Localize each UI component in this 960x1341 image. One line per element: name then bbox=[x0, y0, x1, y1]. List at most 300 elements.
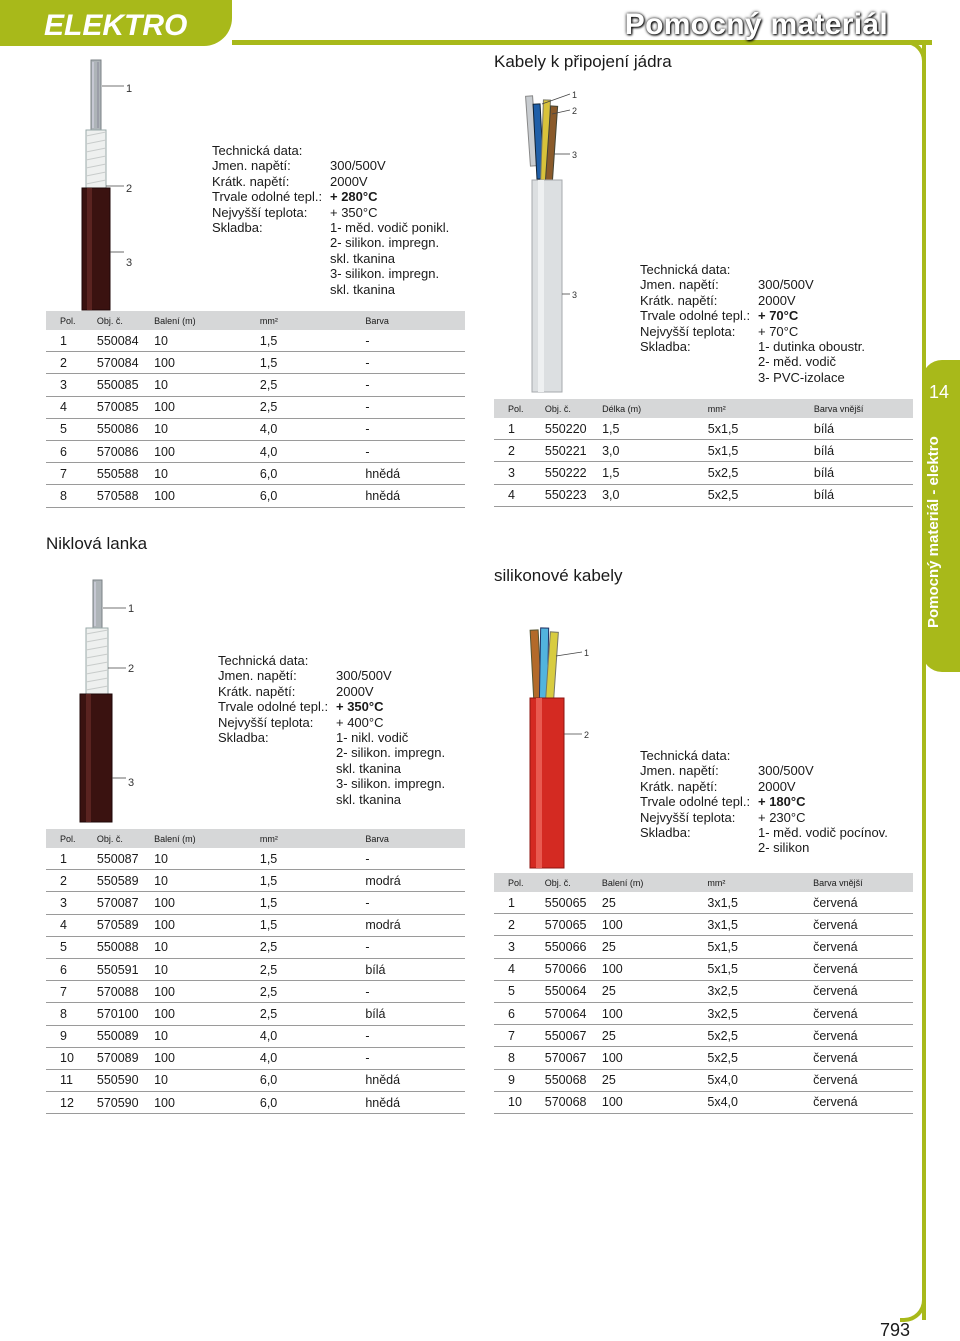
tech-data-label: Nejvyšší teplota: bbox=[212, 204, 308, 220]
tech-data-value: + 350°C bbox=[330, 204, 378, 220]
table-cell: 10 bbox=[154, 958, 260, 980]
table-row bbox=[494, 980, 913, 1002]
tech-data-row bbox=[212, 266, 449, 281]
tech-data-value: + 230°C bbox=[758, 809, 806, 825]
tech-data-row bbox=[212, 189, 449, 204]
tech-data-row bbox=[640, 840, 888, 855]
table-cell: 570088 bbox=[97, 981, 154, 1003]
tech-data-title: Technická data: bbox=[212, 143, 303, 158]
table-cell: 570068 bbox=[545, 1091, 602, 1113]
table-row bbox=[494, 1002, 913, 1024]
table-row bbox=[494, 1091, 913, 1113]
tech-data-right-top bbox=[640, 262, 865, 385]
table-cell: 5x1,5 bbox=[707, 936, 813, 958]
table-cell: bílá bbox=[814, 462, 913, 484]
table-cell: 3x2,5 bbox=[707, 1002, 813, 1024]
table-cell: - bbox=[365, 936, 465, 958]
tech-data-label: Trvale odolné tepl.: bbox=[640, 794, 751, 810]
table-cell: 3,0 bbox=[602, 440, 708, 462]
table-cell: - bbox=[365, 352, 465, 374]
tech-data-row bbox=[218, 776, 445, 791]
table-cell: 6 bbox=[46, 440, 97, 462]
tech-data-label bbox=[640, 840, 758, 855]
table-cell: 2 bbox=[46, 870, 97, 892]
tech-data-value: 2- silikon bbox=[758, 840, 810, 856]
column-header: Pol. bbox=[494, 399, 545, 418]
table-cell: 3x2,5 bbox=[707, 980, 813, 1002]
table-cell: - bbox=[365, 330, 465, 352]
table-cell: 6,0 bbox=[260, 1069, 365, 1091]
table-cell: 550591 bbox=[97, 958, 154, 980]
table-cell: 100 bbox=[154, 892, 260, 914]
column-header: Obj. č. bbox=[97, 829, 154, 848]
tech-data-left-top bbox=[212, 143, 449, 297]
table-cell: 5 bbox=[494, 980, 545, 1002]
tech-data-row bbox=[218, 761, 445, 776]
table-cell: 550220 bbox=[545, 418, 602, 440]
table-cell: 100 bbox=[154, 1003, 260, 1025]
table-cell: 9 bbox=[46, 1025, 97, 1047]
table-row bbox=[46, 1025, 465, 1047]
tech-data-row bbox=[218, 699, 445, 714]
table-cell: 25 bbox=[602, 892, 707, 914]
spec-table-right-top bbox=[494, 399, 913, 507]
table-row bbox=[494, 892, 913, 914]
table-cell: modrá bbox=[365, 914, 465, 936]
table-cell: 100 bbox=[602, 914, 707, 936]
tech-data-row bbox=[218, 684, 445, 699]
table-cell: - bbox=[365, 981, 465, 1003]
tech-data-row bbox=[212, 220, 449, 235]
tech-data-value: 3- silikon. impregn. bbox=[330, 266, 440, 282]
table-cell: 10 bbox=[154, 1025, 260, 1047]
table-row bbox=[46, 463, 465, 485]
table-cell: 1,5 bbox=[260, 330, 365, 352]
table-cell: 2,5 bbox=[260, 958, 365, 980]
table-cell: 550084 bbox=[97, 330, 154, 352]
table-cell: 10 bbox=[154, 330, 260, 352]
section-title-core-cables: Kabely k připojení jádra bbox=[494, 52, 672, 71]
table-cell: 6 bbox=[494, 1002, 545, 1024]
table-cell: 10 bbox=[46, 1047, 97, 1069]
tech-data-label bbox=[640, 370, 758, 385]
tech-data-value: 2000V bbox=[330, 173, 368, 189]
tech-data-row bbox=[218, 668, 445, 683]
callout-2: 2 bbox=[126, 183, 133, 195]
table-cell: 5x1,5 bbox=[707, 958, 813, 980]
tech-data-value: skl. tkanina bbox=[336, 791, 402, 807]
callout-2: 2 bbox=[572, 106, 578, 116]
tech-data-label bbox=[212, 282, 330, 297]
table-cell: 5x4,0 bbox=[707, 1091, 813, 1113]
table-cell: 2,5 bbox=[260, 374, 365, 396]
tech-data-value: 1- dutinka oboustr. bbox=[758, 339, 865, 355]
table-cell: 10 bbox=[154, 463, 260, 485]
table-cell: - bbox=[365, 848, 465, 870]
tech-data-row bbox=[212, 235, 449, 250]
table-cell: - bbox=[365, 1025, 465, 1047]
cable-image-pvc bbox=[520, 86, 600, 398]
chapter-title-vertical: Pomocný materiál - elektro bbox=[925, 436, 942, 628]
tech-data-row bbox=[212, 282, 449, 297]
tech-data-label: Krátk. napětí: bbox=[218, 683, 296, 699]
tech-data-value: + 70°C bbox=[758, 308, 799, 324]
tech-data-row bbox=[640, 810, 888, 825]
tech-data-label: Trvale odolné tepl.: bbox=[218, 699, 329, 715]
table-row bbox=[46, 958, 465, 980]
table-row bbox=[494, 936, 913, 958]
table-cell: 3 bbox=[46, 374, 97, 396]
table-cell: 6,0 bbox=[260, 485, 365, 507]
column-header: mm² bbox=[260, 829, 365, 848]
table-cell: 4,0 bbox=[260, 1047, 365, 1069]
section-title-silicone-cables: silikonové kabely bbox=[494, 566, 623, 585]
table-cell: - bbox=[365, 892, 465, 914]
table-cell: 570084 bbox=[97, 352, 154, 374]
table-cell: červená bbox=[813, 1091, 913, 1113]
table-cell: 25 bbox=[602, 936, 707, 958]
table-row bbox=[494, 440, 913, 462]
table-cell: 550221 bbox=[545, 440, 602, 462]
tech-data-label: Jmen. napětí: bbox=[640, 277, 719, 293]
tech-data-row bbox=[212, 174, 449, 189]
tech-data-value: 300/500V bbox=[758, 277, 814, 293]
table-row bbox=[46, 485, 465, 507]
table-cell: 2 bbox=[494, 440, 545, 462]
table-cell: - bbox=[365, 440, 465, 462]
table-cell: 3,0 bbox=[602, 484, 708, 506]
tech-data-value: + 280°C bbox=[330, 189, 378, 205]
table-cell: - bbox=[365, 1047, 465, 1069]
table-cell: bílá bbox=[365, 958, 465, 980]
tech-data-label bbox=[212, 251, 330, 266]
tech-data-value: 300/500V bbox=[336, 668, 392, 684]
tech-data-label: Nejvyšší teplota: bbox=[218, 714, 314, 730]
tech-data-value: + 400°C bbox=[336, 714, 384, 730]
page-number: 793 bbox=[880, 1320, 911, 1340]
tech-data-title: Technická data: bbox=[218, 653, 309, 668]
table-cell: 550086 bbox=[97, 418, 154, 440]
spec-table-left-top bbox=[46, 311, 465, 508]
table-cell: 3x1,5 bbox=[707, 892, 813, 914]
table-row bbox=[46, 418, 465, 440]
frame-right-border bbox=[922, 40, 926, 1320]
tech-data-value: skl. tkanina bbox=[330, 250, 396, 266]
table-cell: červená bbox=[813, 936, 913, 958]
table-cell: 10 bbox=[494, 1091, 545, 1113]
tech-data-value: 2000V bbox=[758, 292, 796, 308]
tech-data-label: Krátk. napětí: bbox=[640, 778, 718, 794]
tech-data-value: 2000V bbox=[758, 778, 796, 794]
table-cell: 10 bbox=[154, 870, 260, 892]
table-cell: 550066 bbox=[545, 936, 602, 958]
callout-3: 3 bbox=[128, 777, 135, 789]
tech-data-label: Jmen. napětí: bbox=[212, 158, 291, 174]
table-row bbox=[494, 484, 913, 506]
tech-data-value: skl. tkanina bbox=[330, 281, 396, 297]
tech-data-label bbox=[640, 354, 758, 369]
table-cell: červená bbox=[813, 1002, 913, 1024]
column-header: Balení (m) bbox=[154, 829, 260, 848]
table-cell: 3 bbox=[46, 892, 97, 914]
tech-data-label: Nejvyšší teplota: bbox=[640, 323, 736, 339]
table-cell: 570100 bbox=[97, 1003, 154, 1025]
tech-data-value: 2000V bbox=[336, 683, 374, 699]
table-cell: bílá bbox=[365, 1003, 465, 1025]
spec-table-right-bottom bbox=[494, 873, 913, 1114]
section-title-nickel: Niklová lanka bbox=[46, 534, 148, 553]
tech-data-row bbox=[212, 251, 449, 266]
table-cell: 6,0 bbox=[260, 463, 365, 485]
tech-data-value: 2- silikon. impregn. bbox=[336, 745, 446, 761]
table-cell: 570085 bbox=[97, 396, 154, 418]
table-row bbox=[494, 1025, 913, 1047]
table-cell: hnědá bbox=[365, 1069, 465, 1091]
tech-data-row bbox=[218, 745, 445, 760]
tech-data-label: Skladba: bbox=[640, 825, 691, 841]
table-cell: červená bbox=[813, 980, 913, 1002]
tech-data-label bbox=[218, 792, 336, 807]
column-header: Délka (m) bbox=[602, 399, 708, 418]
table-cell: 12 bbox=[46, 1092, 97, 1114]
table-cell: červená bbox=[813, 892, 913, 914]
callout-2: 2 bbox=[128, 663, 135, 675]
table-cell: 100 bbox=[154, 396, 260, 418]
tech-data-label bbox=[212, 266, 330, 281]
spec-table-left-bottom bbox=[46, 829, 465, 1114]
tech-data-value: 2- silikon. impregn. bbox=[330, 235, 440, 251]
table-cell: - bbox=[365, 374, 465, 396]
tech-data-left-bottom bbox=[218, 653, 445, 807]
table-cell: 570064 bbox=[545, 1002, 602, 1024]
table-cell: bílá bbox=[814, 440, 913, 462]
tech-data-label: Jmen. napětí: bbox=[640, 763, 719, 779]
table-cell: 550589 bbox=[97, 870, 154, 892]
table-cell: 100 bbox=[154, 1047, 260, 1069]
table-cell: 570086 bbox=[97, 440, 154, 462]
table-cell: bílá bbox=[814, 418, 913, 440]
table-cell: 9 bbox=[494, 1069, 545, 1091]
table-cell: 100 bbox=[602, 958, 707, 980]
tech-data-label: Krátk. napětí: bbox=[640, 292, 718, 308]
tech-data-value: + 70°C bbox=[758, 323, 799, 339]
table-cell: 100 bbox=[602, 1091, 707, 1113]
table-cell: 550223 bbox=[545, 484, 602, 506]
table-row bbox=[46, 914, 465, 936]
tech-data-row bbox=[212, 158, 449, 173]
table-cell: 570066 bbox=[545, 958, 602, 980]
tech-data-value: 2- měd. vodič bbox=[758, 354, 837, 370]
table-row bbox=[46, 981, 465, 1003]
tech-data-row bbox=[640, 779, 888, 794]
callout-2: 2 bbox=[584, 730, 590, 740]
table-cell: 1,5 bbox=[602, 418, 708, 440]
tech-data-row bbox=[640, 293, 865, 308]
tech-data-label bbox=[218, 761, 336, 776]
table-cell: červená bbox=[813, 1047, 913, 1069]
table-cell: 11 bbox=[46, 1069, 97, 1091]
table-row bbox=[46, 848, 465, 870]
tech-data-row bbox=[212, 205, 449, 220]
table-cell: 4 bbox=[494, 484, 545, 506]
tech-data-row bbox=[640, 370, 865, 385]
table-row bbox=[494, 1047, 913, 1069]
table-cell: 570588 bbox=[97, 485, 154, 507]
table-cell: 1,5 bbox=[260, 848, 365, 870]
column-header: mm² bbox=[708, 399, 814, 418]
callout-1: 1 bbox=[584, 648, 590, 658]
table-cell: 2,5 bbox=[260, 936, 365, 958]
table-row bbox=[46, 1003, 465, 1025]
table-cell: 8 bbox=[46, 1003, 97, 1025]
table-cell: 4,0 bbox=[260, 440, 365, 462]
callout-3b: 3 bbox=[572, 290, 578, 300]
tech-data-row bbox=[640, 794, 888, 809]
table-cell: 2,5 bbox=[260, 1003, 365, 1025]
table-cell: 10 bbox=[154, 848, 260, 870]
table-row bbox=[46, 330, 465, 352]
table-row bbox=[46, 396, 465, 418]
table-cell: hnědá bbox=[365, 463, 465, 485]
table-row bbox=[46, 1069, 465, 1091]
table-row bbox=[46, 352, 465, 374]
table-cell: 1 bbox=[46, 848, 97, 870]
tech-data-row bbox=[218, 715, 445, 730]
column-header: Barva bbox=[365, 311, 465, 330]
tech-data-label: Jmen. napětí: bbox=[218, 668, 297, 684]
table-cell: 10 bbox=[154, 418, 260, 440]
table-cell: 1,5 bbox=[602, 462, 708, 484]
table-cell: 1 bbox=[494, 418, 545, 440]
table-row bbox=[494, 462, 913, 484]
tech-data-label: Skladba: bbox=[640, 339, 691, 355]
tech-data-label: Trvale odolné tepl.: bbox=[640, 308, 751, 324]
table-cell: hnědá bbox=[365, 1092, 465, 1114]
table-cell: 4,0 bbox=[260, 418, 365, 440]
column-header: mm² bbox=[707, 873, 813, 892]
table-cell: 100 bbox=[154, 485, 260, 507]
table-row bbox=[46, 936, 465, 958]
tech-data-value: 3- silikon. impregn. bbox=[336, 776, 446, 792]
tech-data-value: skl. tkanina bbox=[336, 760, 402, 776]
table-cell: 570067 bbox=[545, 1047, 602, 1069]
tech-data-value: 3- PVC-izolace bbox=[758, 369, 845, 385]
callout-1: 1 bbox=[572, 90, 578, 100]
table-cell: 10 bbox=[154, 936, 260, 958]
tech-data-row bbox=[640, 308, 865, 323]
callout-1: 1 bbox=[128, 603, 135, 615]
table-cell: 570589 bbox=[97, 914, 154, 936]
tech-data-value: 1- nikl. vodič bbox=[336, 730, 409, 746]
table-cell: 1,5 bbox=[260, 352, 365, 374]
cable-image-nickel bbox=[60, 572, 145, 824]
table-cell: 25 bbox=[602, 1025, 707, 1047]
column-header: Balení (m) bbox=[602, 873, 707, 892]
table-cell: 3x1,5 bbox=[707, 914, 813, 936]
tech-data-label: Skladba: bbox=[218, 730, 269, 746]
tech-data-right-bottom bbox=[640, 748, 888, 856]
tech-data-value: + 180°C bbox=[758, 794, 806, 810]
table-cell: 2 bbox=[494, 914, 545, 936]
tech-data-title: Technická data: bbox=[640, 262, 731, 277]
tech-data-label bbox=[218, 776, 336, 791]
table-cell: 5x2,5 bbox=[708, 484, 814, 506]
table-row bbox=[46, 1047, 465, 1069]
table-cell: 6 bbox=[46, 958, 97, 980]
table-row bbox=[46, 374, 465, 396]
tech-data-row bbox=[218, 792, 445, 807]
table-cell: 1,5 bbox=[260, 870, 365, 892]
table-cell: 4 bbox=[46, 396, 97, 418]
table-cell: 550065 bbox=[545, 892, 602, 914]
table-cell: 7 bbox=[46, 463, 97, 485]
table-cell: 550087 bbox=[97, 848, 154, 870]
tech-data-label bbox=[218, 745, 336, 760]
table-cell: 100 bbox=[154, 914, 260, 936]
table-cell: 5x2,5 bbox=[707, 1047, 813, 1069]
tech-data-value: 300/500V bbox=[758, 763, 814, 779]
tech-data-row bbox=[218, 730, 445, 745]
table-cell: 550089 bbox=[97, 1025, 154, 1047]
tech-data-label: Krátk. napětí: bbox=[212, 173, 290, 189]
table-cell: modrá bbox=[365, 870, 465, 892]
table-cell: 5x1,5 bbox=[708, 440, 814, 462]
tech-data-row bbox=[640, 339, 865, 354]
table-cell: 25 bbox=[602, 980, 707, 1002]
table-cell: 6,0 bbox=[260, 1092, 365, 1114]
table-cell: 550068 bbox=[545, 1069, 602, 1091]
table-cell: 550222 bbox=[545, 462, 602, 484]
table-cell: 550590 bbox=[97, 1069, 154, 1091]
table-cell: 4 bbox=[494, 958, 545, 980]
tech-data-value: 1- měd. vodič pocínov. bbox=[758, 825, 888, 841]
table-cell: 550088 bbox=[97, 936, 154, 958]
table-cell: 550064 bbox=[545, 980, 602, 1002]
table-cell: 2 bbox=[46, 352, 97, 374]
column-header: Barva vnější bbox=[813, 873, 913, 892]
table-cell: 5x1,5 bbox=[708, 418, 814, 440]
table-cell: 3 bbox=[494, 462, 545, 484]
table-cell: 5x2,5 bbox=[707, 1025, 813, 1047]
table-cell: 1,5 bbox=[260, 892, 365, 914]
column-header: Balení (m) bbox=[154, 311, 260, 330]
table-cell: 2,5 bbox=[260, 396, 365, 418]
table-row bbox=[46, 440, 465, 462]
chapter-number: 14 bbox=[929, 382, 950, 402]
tech-data-title: Technická data: bbox=[640, 748, 731, 763]
table-cell: 100 bbox=[154, 352, 260, 374]
table-row bbox=[494, 418, 913, 440]
tech-data-value: + 350°C bbox=[336, 699, 384, 715]
table-cell: 4,0 bbox=[260, 1025, 365, 1047]
column-header: Barva bbox=[365, 829, 465, 848]
table-cell: 2,5 bbox=[260, 981, 365, 1003]
table-cell: 8 bbox=[46, 485, 97, 507]
table-cell: 4 bbox=[46, 914, 97, 936]
tech-data-row bbox=[640, 825, 888, 840]
table-cell: 100 bbox=[154, 440, 260, 462]
table-cell: 10 bbox=[154, 1069, 260, 1091]
callout-3: 3 bbox=[572, 150, 578, 160]
table-cell: 10 bbox=[154, 374, 260, 396]
table-cell: červená bbox=[813, 958, 913, 980]
table-row bbox=[46, 1092, 465, 1114]
table-row bbox=[494, 958, 913, 980]
tech-data-label: Nejvyšší teplota: bbox=[640, 809, 736, 825]
table-cell: 100 bbox=[154, 981, 260, 1003]
tech-data-row bbox=[640, 354, 865, 369]
table-row bbox=[46, 892, 465, 914]
